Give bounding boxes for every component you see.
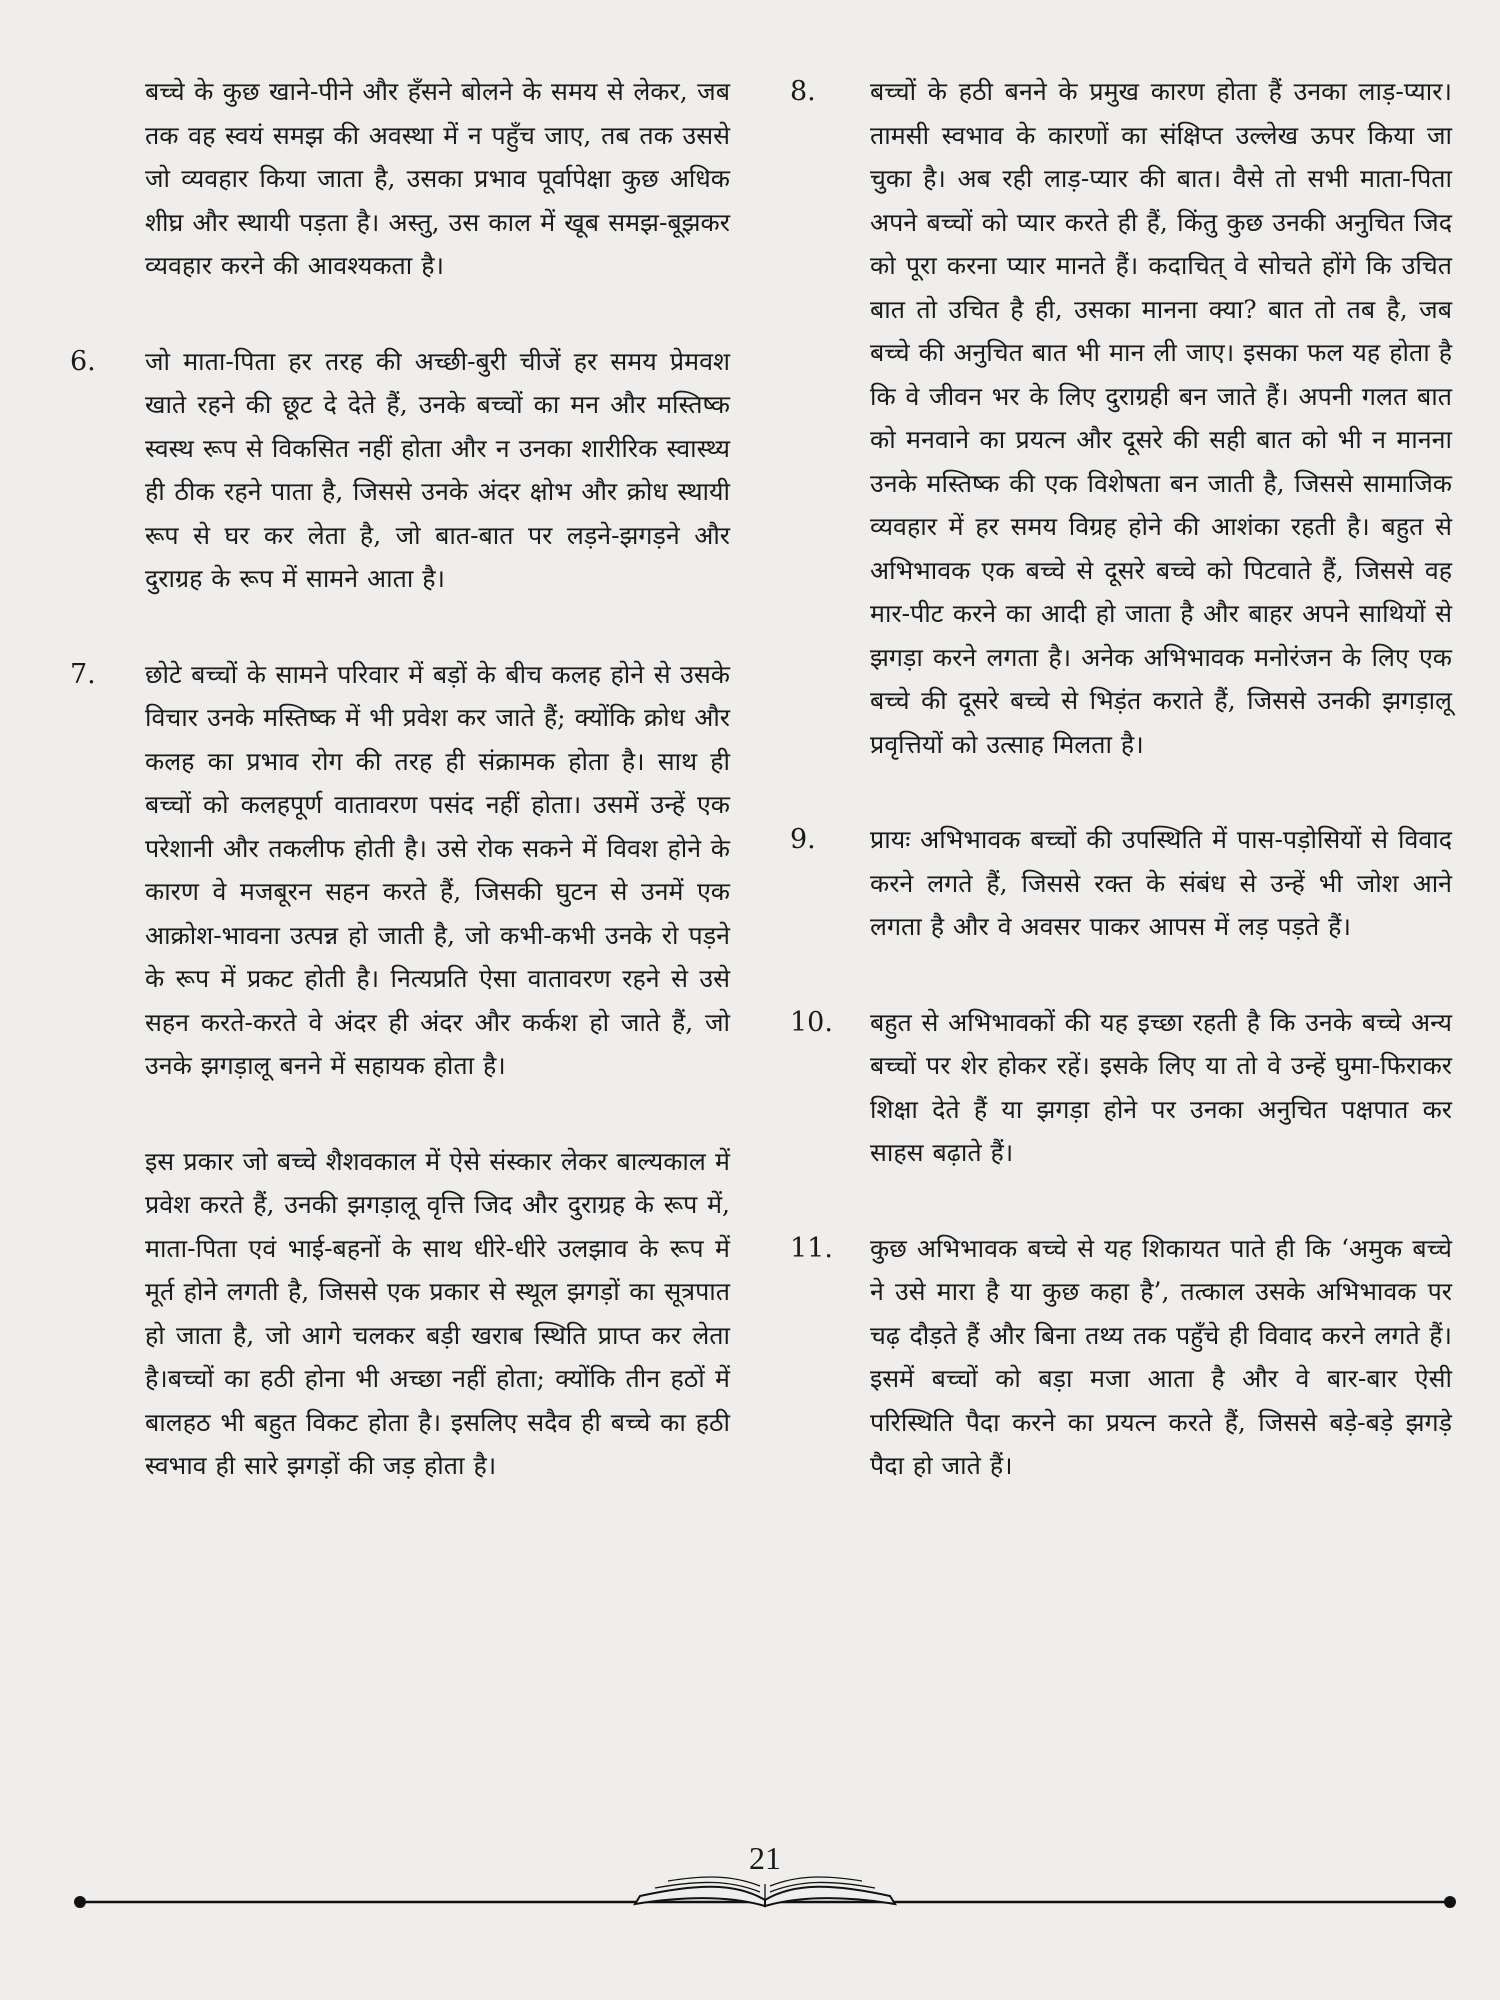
paragraph-number: 6. — [70, 345, 96, 377]
page-footer — [70, 1840, 1460, 1920]
paragraph-text: बच्चों के हठी बनने के प्रमुख कारण होता हैं उनका लाड़-प्यार। तामसी स्वभाव के कारणों का संक्षिप्त उल्लेख ऊपर किया जा चुका है। अब रही लाड़-प्यार की बात। वैसे तो सभी माता-पिता अपने बच्चों को प्यार करते ही हैं, किंतु कुछ उनकी अनुचित जिद को पूरा करना प्यार मानते हैं। कदाचित् वे सोचते होंगे कि उचित बात तो उचित है ही, उसका मानना क्या? बात तो तब है, जब बच्चे की अनुचित बात भी मान ली जाए। इसका फल यह होता है कि वे जीवन भर के लिए दुराग्रही बन जाते हैं। अपनी गलत बात को मनवाने का प्रयत्न और दूसरे की सही बात को भी न मानना उनके मस्तिष्क की एक विशेषता बन जाती है, जिससे सामाजिक व्यवहार में हर समय विग्रह होने की आशंका रहती है। बहुत से अभिभावक एक बच्चे से दूसरे बच्चे को पिटवाते हैं, जिससे वह मार-पीट करने का आदी हो जाता है और बाहर अपने साथियों से झगड़ा करने लगता है। अनेक अभिभावक मनोरंजन के लिए एक बच्चे की दूसरे बच्चे से भिड़ंत कराते हैं, जिससे उनकी झगड़ालू प्रवृत्तियों को उत्साह मिलता है। — [870, 77, 1452, 759]
paragraph-11 — [790, 1227, 1452, 1488]
paragraph-9 — [790, 818, 1452, 949]
paragraph-intro — [70, 70, 730, 288]
paragraph-text: जो माता-पिता हर तरह की अच्छी-बुरी चीजें हर समय प्रेमवश खाते रहने की छूट दे देते हैं, उनके बच्चों का मन और मस्तिष्क स्वस्थ रूप से विकसित नहीं होता और न उनका शारीरिक स्वास्थ्य ही ठीक रहने पाता है, जिससे उनके अंदर क्षोभ और क्रोध स्थायी रूप से घर कर लेता है, जो बात-बात पर लड़ने-झगड़ने और दुराग्रह के रूप में सामने आता है। — [145, 346, 730, 593]
paragraph-number: 7. — [70, 658, 96, 690]
paragraph-8 — [790, 70, 1452, 766]
paragraph-text: बच्चे के कुछ खाने-पीने और हँसने बोलने के समय से लेकर, जब तक वह स्वयं समझ की अवस्था में न पहुँच जाए, तब तक उससे जो व्यवहार किया जाता है, उसका प्रभाव पूर्वापेक्षा कुछ अधिक शीघ्र और स्थायी पड़ता है। अस्तु, उस काल में खूब समझ-बूझकर व्यवहार करने की आवश्यकता है। — [145, 77, 730, 280]
paragraph-number: 10. — [790, 1006, 833, 1038]
paragraph-6 — [70, 340, 730, 601]
paragraph-10 — [790, 1001, 1452, 1175]
paragraph-7 — [70, 653, 730, 1088]
paragraph-number: 11. — [790, 1232, 833, 1264]
paragraph-text: प्रायः अभिभावक बच्चों की उपस्थिति में पास-पड़ोसियों से विवाद करने लगते हैं, जिससे रक्त के संबंध से उन्हें भी जोश आने लगता है और वे अवसर पाकर आपस में लड़ पड़ते हैं। — [870, 825, 1452, 941]
paragraph-text: बहुत से अभिभावकों की यह इच्छा रहती है कि उनके बच्चे अन्य बच्चों पर शेर होकर रहें। इसके लिए या तो वे उन्हें घुमा-फिराकर शिक्षा देते हैं या झगड़ा होने पर उनका अनुचित पक्षपात कर साहस बढ़ाते हैं। — [870, 1007, 1452, 1167]
open-book-divider-icon — [70, 1840, 1460, 1920]
paragraph-text: कुछ अभिभावक बच्चे से यह शिकायत पाते ही कि ‘अमुक बच्चे ने उसे मारा है या कुछ कहा है’, तत्काल उसके अभिभावक पर चढ़ दौड़ते हैं और बिना तथ्य तक पहुँचे ही विवाद करने लगते हैं। इसमें बच्चों को बड़ा मजा आता है और वे बार-बार ऐसी परिस्थिति पैदा करने का प्रयत्न करते हैं, जिससे बड़े-बड़े झगड़े पैदा हो जाते हैं। — [870, 1233, 1452, 1480]
page-number: 21 — [749, 1840, 781, 1876]
paragraph-summary — [70, 1140, 730, 1488]
right-column — [790, 70, 1452, 1540]
paragraph-text: इस प्रकार जो बच्चे शैशवकाल में ऐसे संस्कार लेकर बाल्यकाल में प्रवेश करते हैं, उनकी झगड़ालू वृत्ति जिद और दुराग्रह के रूप में, माता-पिता एवं भाई-बहनों के साथ धीरे-धीरे उलझाव के रूप में मूर्त होने लगती है, जिससे एक प्रकार से स्थूल झगड़ों का सूत्रपात हो जाता है, जो आगे चलकर बड़ी खराब स्थिति प्राप्त कर लेता है।बच्चों का हठी होना भी अच्छा नहीं होता; क्योंकि तीन हठों में बालहठ भी बहुत विकट होता है। इसलिए सदैव ही बच्चे का हठी स्वभाव ही सारे झगड़ों की जड़ होता है। — [145, 1146, 730, 1480]
paragraph-text: छोटे बच्चों के सामने परिवार में बड़ों के बीच कलह होने से उसके विचार उनके मस्तिष्क में भी प्रवेश कर जाते हैं; क्योंकि क्रोध और कलह का प्रभाव रोग की तरह ही संक्रामक होता है। साथ ही बच्चों को कलहपूर्ण वातावरण पसंद नहीं होता। उसमें उन्हें एक परेशानी और तकलीफ होती है। उसे रोक सकने में विवश होने के कारण वे मजबूरन सहन करते हैं, जिसकी घुटन से उनमें एक आक्रोश-भावना उत्पन्न हो जाती है, जो कभी-कभी उनके रो पड़ने के रूप में प्रकट होती है। नित्यप्रति ऐसा वातावरण रहने से उसे सहन करते-करते वे अंदर ही अंदर और कर्कश हो जाते हैं, जो उनके झगड़ालू बनने में सहायक होता है। — [145, 659, 730, 1080]
paragraph-number: 9. — [790, 824, 816, 855]
left-column — [70, 70, 730, 1540]
paragraph-number: 8. — [790, 76, 816, 107]
